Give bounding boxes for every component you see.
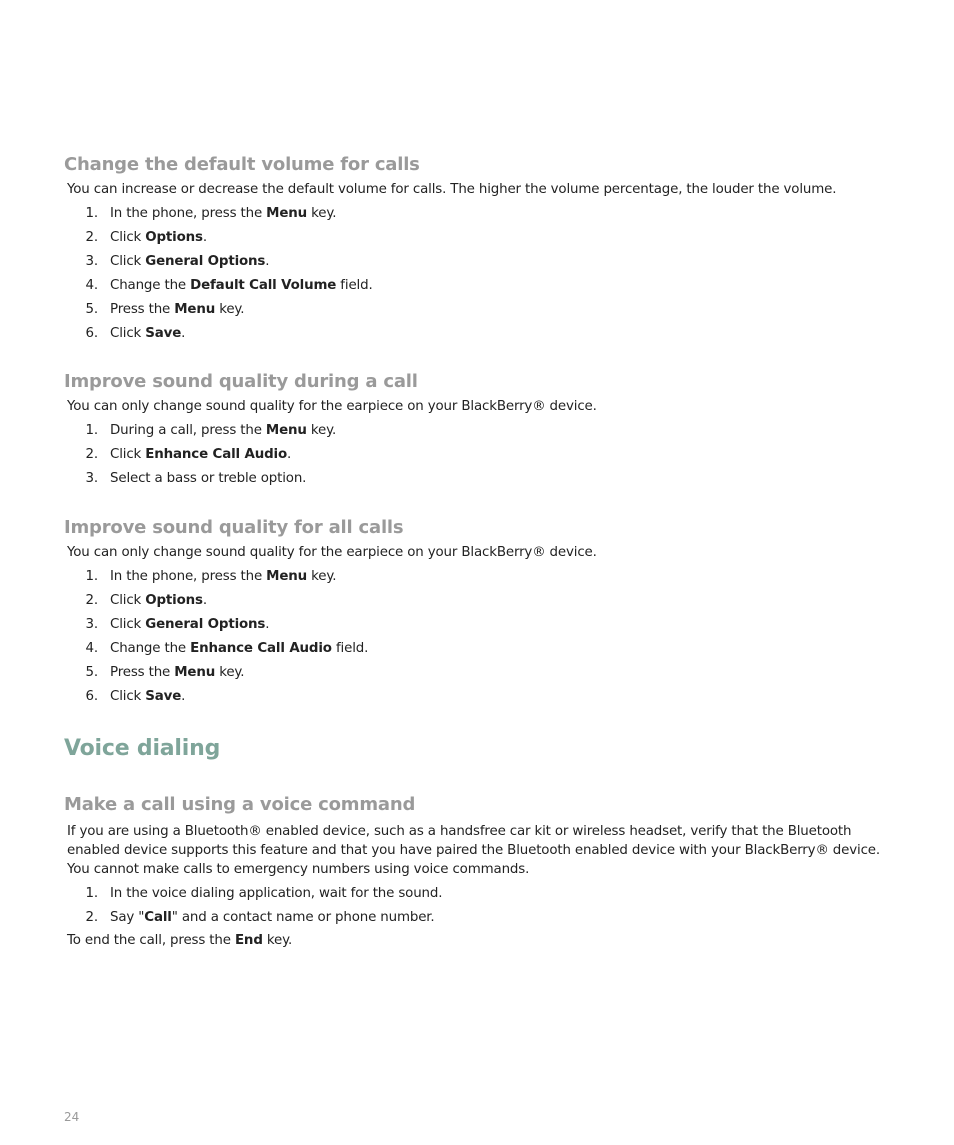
step-number: 2. — [85, 230, 98, 245]
section-intro: You can only change sound quality for the earpiece on your BlackBerry® device. — [67, 399, 597, 414]
step-ui-term: Menu — [266, 206, 308, 221]
step-text-end: key. — [307, 569, 337, 584]
step-ui-term: General Options — [145, 617, 266, 632]
section-heading: Change the default volume for calls — [64, 154, 420, 175]
step-text-end: . — [265, 617, 270, 632]
step-ui-term: Enhance Call Audio — [190, 641, 332, 656]
list-item — [64, 685, 894, 709]
step-text-start: During a call, press the — [110, 423, 266, 438]
step-text — [110, 661, 244, 685]
step-text-end: " and a contact name or phone number. — [171, 910, 435, 925]
section-default-volume — [64, 154, 894, 346]
section-heading: Improve sound quality during a call — [64, 371, 418, 392]
step-text — [110, 637, 368, 661]
step-text — [110, 322, 185, 346]
step-ui-term: Enhance Call Audio — [145, 447, 288, 462]
step-number: 2. — [85, 910, 98, 925]
step-ui-term: Call — [144, 910, 172, 925]
step-text-end: . — [181, 326, 186, 341]
step-number: 1. — [85, 206, 98, 221]
step-text-start: Change the — [110, 641, 191, 656]
section-sound-quality-during-call — [64, 371, 894, 491]
step-text-end: key. — [306, 423, 337, 438]
step-text — [110, 882, 442, 906]
step-text-start: Click — [110, 447, 146, 462]
step-text-start: Press the — [110, 302, 175, 317]
step-number: 4. — [85, 278, 98, 293]
step-text — [110, 467, 306, 491]
step-number: 2. — [85, 593, 98, 608]
list-item — [64, 202, 894, 226]
step-ui-term: Options — [145, 593, 203, 608]
step-text-start: In the phone, press the — [110, 206, 267, 221]
list-item — [64, 274, 894, 298]
step-number: 1. — [85, 423, 98, 438]
step-text — [110, 589, 207, 613]
step-ui-term: Menu — [174, 665, 216, 680]
page-number: 24 — [64, 1110, 80, 1124]
step-number: 3. — [85, 471, 98, 486]
step-ui-term: Menu — [266, 569, 308, 584]
section-heading: Make a call using a voice command — [64, 794, 416, 815]
step-text-start: In the voice dialing application, wait for the sound. — [110, 886, 443, 901]
step-ui-term: General Options — [145, 254, 266, 269]
section-intro: If you are using a Bluetooth® enabled device, such as a handsfree car kit or wireless headset, verify that the Bluetooth enabled device supports this feature and that you have paired the Bluetooth enabled device with your BlackBerry® device. — [67, 824, 880, 858]
list-item — [64, 906, 894, 930]
list-item — [64, 419, 894, 443]
step-number: 5. — [85, 665, 98, 680]
step-list — [64, 882, 894, 930]
step-number: 3. — [85, 617, 98, 632]
section-voice-command-call — [64, 794, 894, 950]
step-list — [64, 202, 894, 346]
step-text-start: Click — [110, 689, 146, 704]
step-text-end: key. — [307, 206, 337, 221]
list-item — [64, 589, 894, 613]
step-text-start: Say " — [110, 910, 145, 925]
step-text-start: Click — [110, 230, 146, 245]
step-text-start: Click — [110, 254, 146, 269]
list-item — [64, 298, 894, 322]
list-item — [64, 443, 894, 467]
list-item — [64, 637, 894, 661]
step-text — [110, 906, 435, 930]
step-list — [64, 565, 894, 709]
list-item — [64, 467, 894, 491]
step-text — [110, 202, 336, 226]
outro-text: To end the call, press the — [67, 933, 235, 948]
step-ui-term: Save — [145, 326, 182, 341]
list-item — [64, 322, 894, 346]
list-item — [64, 661, 894, 685]
step-text — [110, 443, 291, 467]
list-item — [64, 250, 894, 274]
list-item — [64, 565, 894, 589]
step-text-start: Change the — [110, 278, 191, 293]
list-item — [64, 613, 894, 637]
step-text-start: In the phone, press the — [110, 569, 267, 584]
step-text-end: field. — [331, 641, 369, 656]
step-ui-term: Default Call Volume — [190, 278, 337, 293]
step-text — [110, 250, 269, 274]
step-number: 2. — [85, 447, 98, 462]
step-text-end: . — [181, 689, 186, 704]
step-text — [110, 274, 373, 298]
step-text — [110, 419, 336, 443]
step-number: 1. — [85, 886, 98, 901]
chapter-heading-block — [64, 736, 894, 762]
step-number: 3. — [85, 254, 98, 269]
step-text — [110, 298, 244, 322]
section-intro: You can only change sound quality for the earpiece on your BlackBerry® device. — [67, 545, 597, 560]
step-text-start: Click — [110, 326, 146, 341]
step-text — [110, 226, 207, 250]
step-text-start: Select a bass or treble option. — [110, 471, 307, 486]
step-number: 5. — [85, 302, 98, 317]
outro-text-end: key. — [262, 933, 293, 948]
outro-key-name: End — [234, 933, 263, 948]
step-text — [110, 565, 336, 589]
section-intro: You can increase or decrease the default volume for calls. The higher the volume percentage, the louder the volume. — [67, 182, 837, 197]
step-ui-term: Menu — [174, 302, 216, 317]
step-ui-term: Menu — [265, 423, 307, 438]
step-text-end: . — [265, 254, 270, 269]
step-text-end: . — [287, 447, 292, 462]
list-item — [64, 882, 894, 906]
step-text-end: . — [202, 593, 207, 608]
step-text-end: field. — [336, 278, 373, 293]
chapter-heading: Voice dialing — [64, 736, 221, 761]
section-heading: Improve sound quality for all calls — [64, 517, 404, 538]
section-sound-quality-all-calls — [64, 517, 894, 709]
section-outro — [67, 931, 894, 950]
step-number: 1. — [85, 569, 98, 584]
step-number: 6. — [85, 326, 98, 341]
step-text — [110, 685, 185, 709]
step-text-end: key. — [215, 302, 245, 317]
step-ui-term: Options — [145, 230, 203, 245]
section-note: You cannot make calls to emergency numbers using voice commands. — [67, 862, 530, 877]
step-number: 4. — [85, 641, 98, 656]
step-text-start: Click — [110, 617, 146, 632]
step-number: 6. — [85, 689, 98, 704]
step-text-start: Click — [110, 593, 146, 608]
step-ui-term: Save — [145, 689, 182, 704]
step-text — [110, 613, 269, 637]
list-item — [64, 226, 894, 250]
step-text-end: . — [202, 230, 207, 245]
step-list — [64, 419, 894, 491]
step-text-end: key. — [215, 665, 245, 680]
step-text-start: Press the — [110, 665, 175, 680]
